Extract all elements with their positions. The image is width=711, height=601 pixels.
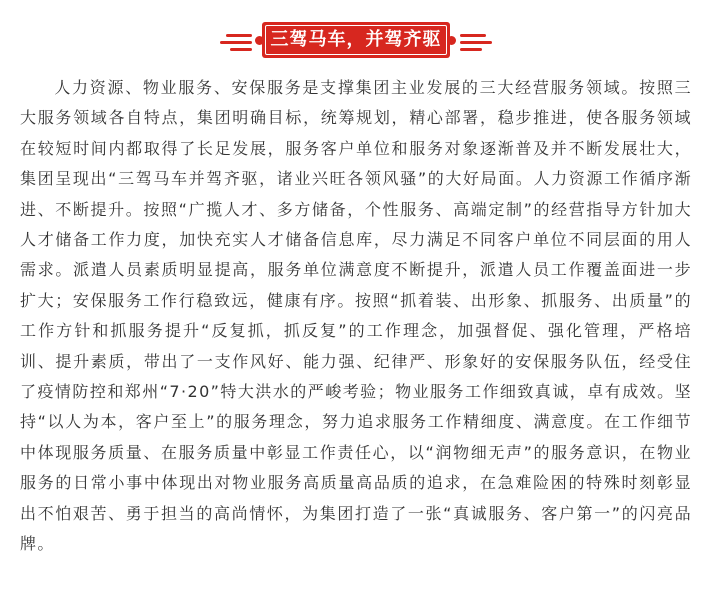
right-ornament: [433, 22, 493, 58]
section-title: 三驾马车，并驾齐驱: [270, 29, 442, 50]
section-title-box: [262, 22, 450, 58]
article-paragraph: 人力资源、物业服务、安保服务是支撑集团主业发展的三大经营服务领域。按照三大服务领域各自特点，集团明确目标，统筹规划，精心部署，稳步推进，使各服务领域在较短时间内都取得了长足发展，服务客户单位和服务对象逐渐普及并不断发展壮大，集团呈现出“三驾马车并驾齐驱，诸业兴旺各领风骚”的大好局面。人力资源工作循序渐进、不断提升。按照“广揽人才、多方储备，个性服务、高端定制”的经营指导方针加大人才储备工作力度，加快充实人才储备信息库，尽力满足不同客户单位不同层面的用人需求。派遣人员素质明显提高，服务单位满意度不断提升，派遣人员工作覆盖面进一步扩大；安保服务工作行稳致远，健康有序。按照“抓着装、出形象、抓服务、出质量”的工作方针和抓服务提升“反复抓，抓反复”的工作理念，加强督促、强化管理，严格培训、提升素质，带出了一支作风好、能力强、纪律严、形象好的安保服务队伍，经受住了疫情防控和郑州“7·20”特大洪水的严峻考验；物业服务工作细致真诚，卓有成效。坚持“以人为本，客户至上”的服务理念，努力追求服务工作精细度、满意度。在工作细节中体现服务质量、在服务质量中彰显工作责任心，以“润物细无声”的服务意识，在物业服务的日常小事中体现出对物业服务高质量高品质的追求，在急难险困的特殊时刻彰显出不怕艰苦、勇于担当的高尚情怀，为集团打造了一张“真诚服务、客户第一”的闪亮品牌。: [20, 78, 692, 554]
section-banner: [0, 22, 711, 58]
article-body: [20, 73, 692, 560]
